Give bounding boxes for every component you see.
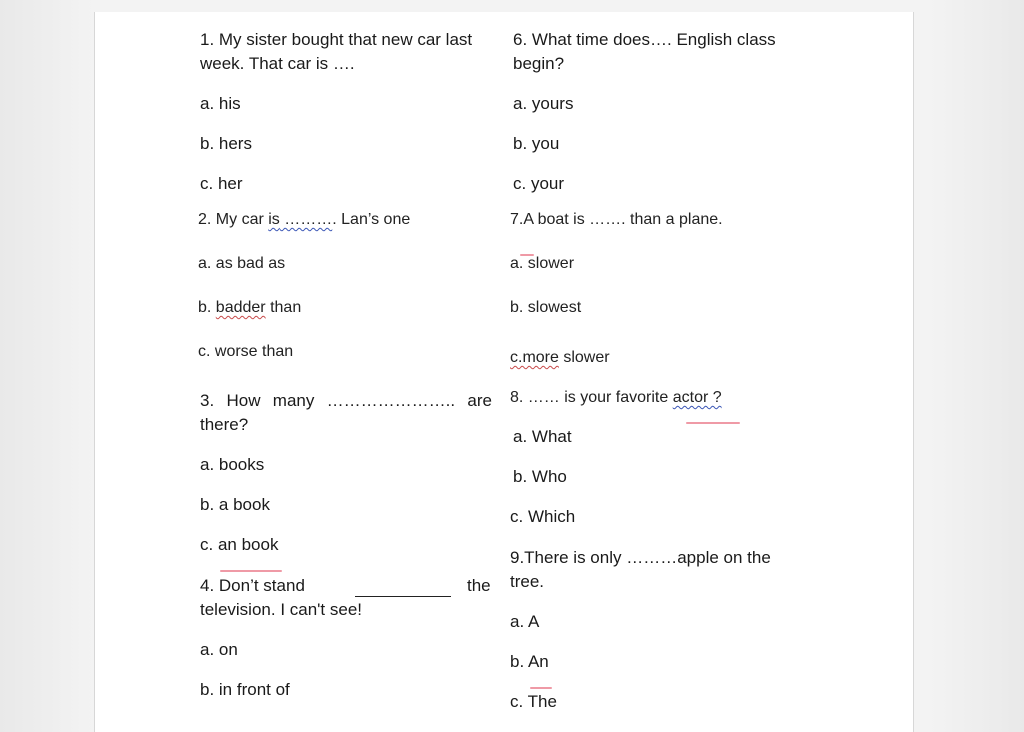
q6-option-a: a. yours — [513, 94, 574, 113]
q7-option-a: a. slower — [510, 255, 575, 272]
q7-option-c-suffix: slower — [558, 349, 610, 366]
red-revision-mark — [686, 422, 740, 424]
q2-option-a: a. as bad as — [198, 255, 286, 272]
q9-stem-line2: tree. — [510, 572, 545, 591]
q8-option-c: c. Which — [510, 507, 576, 526]
q1-stem-line1: 1. My sister bought that new car last — [200, 30, 473, 49]
q3-option-c: c. an book — [200, 535, 279, 554]
q9-stem-line1: 9.There is only ………apple on the — [510, 548, 771, 567]
q4-option-a: a. on — [200, 640, 238, 659]
q1-option-b: b. hers — [200, 134, 252, 153]
q1-stem-line2: week. That car is …. — [200, 54, 355, 73]
red-revision-mark — [530, 687, 552, 689]
document-page — [94, 12, 914, 732]
q9-option-c: c. The — [510, 692, 557, 711]
q9-option-a: a. A — [510, 612, 540, 631]
q6-stem-line2: begin? — [513, 54, 565, 73]
q7-option-b: b. slowest — [510, 299, 582, 316]
q3-option-a: a. books — [200, 455, 265, 474]
q8-stem-prefix: 8. …… is your favorite — [510, 389, 673, 406]
red-revision-mark — [220, 570, 282, 572]
q6-option-b: b. you — [513, 134, 560, 153]
q7-stem: 7.A boat is ……. than a plane. — [510, 211, 723, 228]
q3-stem-line1: 3. How many ………………….. are — [200, 391, 492, 410]
q7-option-c — [510, 346, 610, 370]
q3-option-b: b. a book — [200, 495, 270, 514]
q8-option-b: b. Who — [513, 467, 567, 486]
q2-option-b-word: badder — [215, 299, 266, 316]
q6-option-c: c. your — [513, 174, 565, 193]
q2-stem-is: is — [268, 211, 280, 228]
q2-option-b-suffix: than — [265, 299, 302, 316]
q9-option-b: b. An — [510, 652, 549, 671]
q4-answer-blank — [355, 582, 451, 597]
q7-option-c-prefix: c.more — [510, 349, 559, 366]
q2-stem-before: 2. My car — [198, 211, 269, 228]
q8-stem — [510, 386, 722, 410]
q4-option-b: b. in front of — [200, 680, 290, 699]
q2-option-c: c. worse than — [198, 343, 294, 360]
q2-stem-after: . Lan’s one — [332, 211, 411, 228]
q4-stem-start: 4. Don’t stand — [200, 576, 305, 595]
q3-stem-line2: there? — [200, 415, 249, 434]
q6-stem-line1: 6. What time does…. English class — [513, 30, 776, 49]
q1-option-a: a. his — [200, 94, 241, 113]
q8-stem-word: actor ? — [672, 389, 722, 406]
q2-option-b — [198, 296, 301, 320]
q1-option-c: c. her — [200, 174, 243, 193]
q4-stem-end: the — [467, 576, 491, 595]
q2-stem — [198, 208, 410, 232]
q4-stem-line2: television. I can't see! — [200, 600, 362, 619]
q2-stem-dots: ……… — [279, 211, 333, 228]
q8-option-a: a. What — [513, 427, 572, 446]
q2-option-b-prefix: b. — [198, 299, 216, 316]
